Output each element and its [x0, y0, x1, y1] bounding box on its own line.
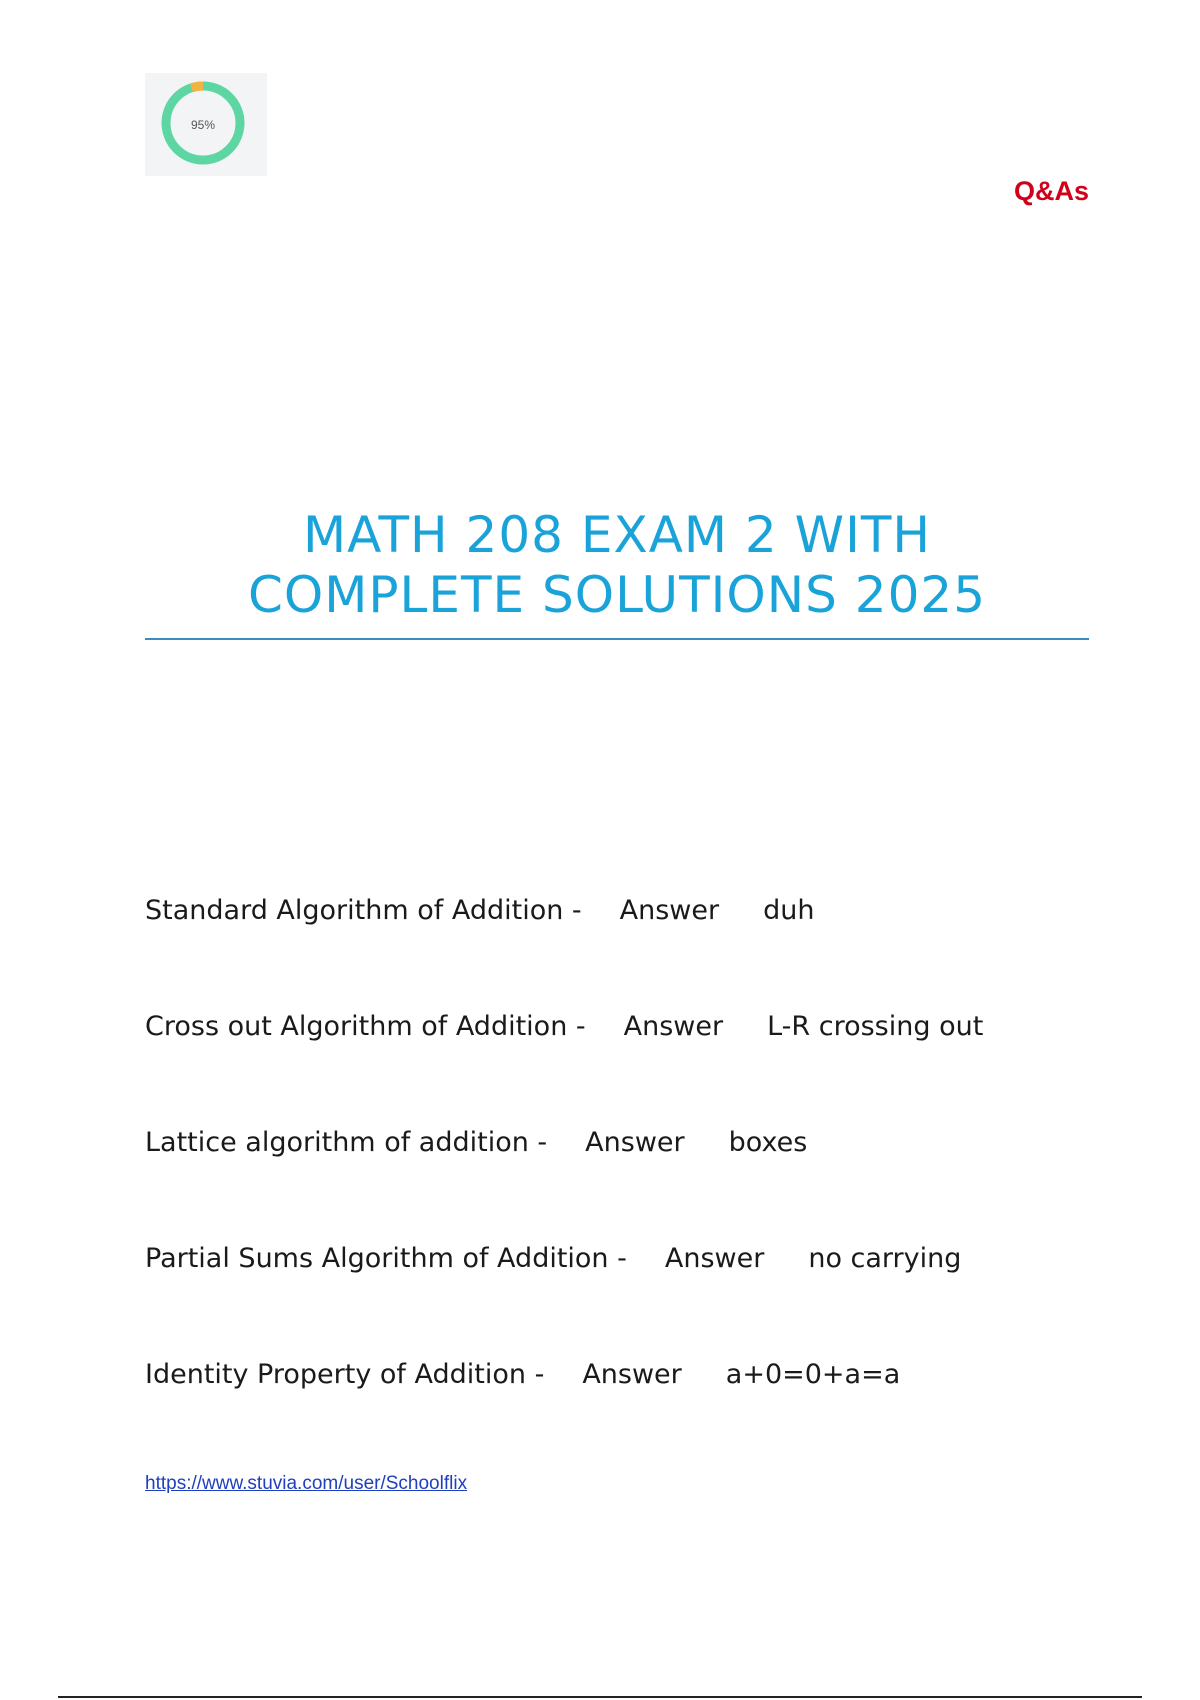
answer-label: Answer: [664, 1243, 765, 1274]
answer-label: Answer: [582, 1359, 682, 1390]
answer-label: Answer: [623, 1011, 724, 1042]
qa-list: [145, 895, 1089, 1475]
page-title: [145, 505, 1089, 625]
question-text: Standard Algorithm of Addition -: [145, 895, 582, 926]
qa-item: [145, 895, 1089, 1011]
answer-text: L-R crossing out: [767, 1011, 984, 1042]
qa-item: [145, 1359, 1089, 1475]
question-text: Identity Property of Addition -: [145, 1359, 545, 1390]
qa-item: [145, 1011, 1089, 1127]
answer-text: no carrying: [808, 1243, 962, 1274]
question-text: Partial Sums Algorithm of Addition -: [145, 1243, 627, 1274]
answer-text: boxes: [728, 1127, 808, 1158]
title-divider: [145, 638, 1089, 640]
qa-tag: Q&As: [1013, 176, 1089, 206]
title-line-1: MATH 208 EXAM 2 WITH: [303, 506, 931, 564]
answer-label: Answer: [585, 1127, 685, 1158]
page-bottom-divider: [58, 1696, 1142, 1698]
badge-percent-text: 95%: [190, 117, 216, 132]
answer-label: Answer: [619, 895, 720, 926]
question-text: Lattice algorithm of addition -: [145, 1127, 548, 1158]
score-badge: [145, 73, 267, 176]
title-line-2: COMPLETE SOLUTIONS 2025: [247, 566, 986, 624]
author-profile-link[interactable]: https://www.stuvia.com/user/Schoolflix: [145, 1473, 468, 1494]
qa-item: [145, 1127, 1089, 1243]
answer-text: duh: [763, 895, 815, 926]
answer-text: a+0=0+a=a: [725, 1359, 901, 1390]
question-text: Cross out Algorithm of Addition -: [145, 1011, 586, 1042]
qa-item: [145, 1243, 1089, 1359]
